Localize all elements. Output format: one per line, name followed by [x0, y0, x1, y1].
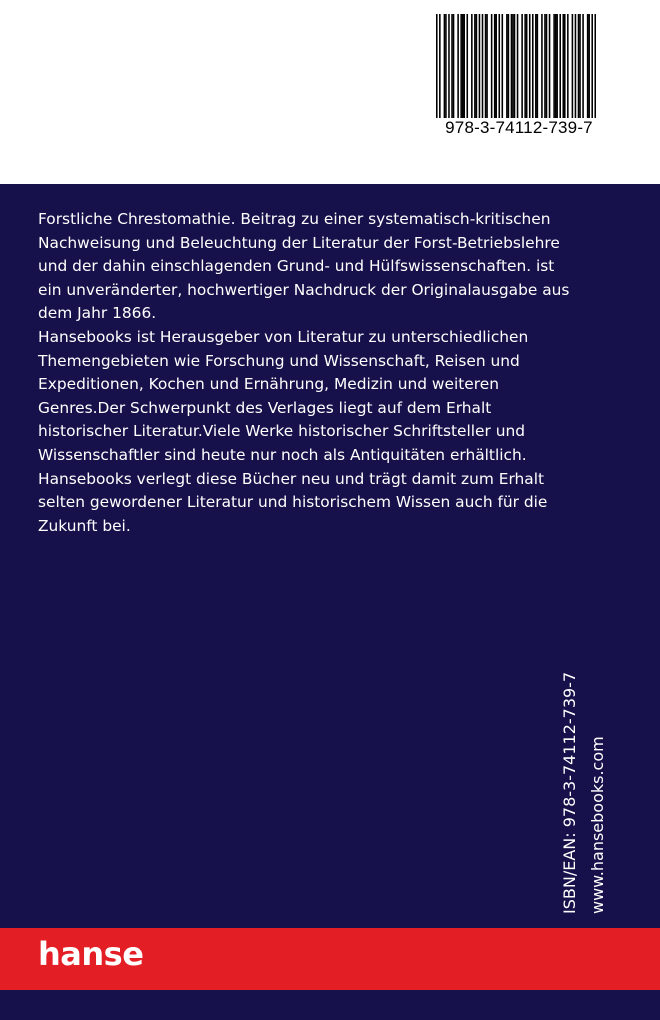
barcode-bar: [463, 14, 465, 118]
barcode-bar: [555, 14, 557, 118]
barcode-bar: [439, 14, 441, 118]
barcode-bar: [556, 14, 558, 118]
barcode-bar: [517, 14, 519, 118]
barcode-bar: [485, 14, 487, 118]
description-line: historischer Literatur.Viele Werke historischer Schriftsteller und: [38, 422, 525, 441]
description-line: Zukunft bei.: [38, 516, 131, 535]
barcode-bar: [471, 14, 473, 118]
barcode-bar: [491, 14, 493, 118]
barcode-bar: [498, 14, 500, 118]
description-line: Hansebooks verlegt diese Bücher neu und trägt damit zum Erhalt: [38, 469, 545, 488]
barcode-bar: [559, 14, 561, 118]
description-line: und der dahin einschlagenden Grund- und Hülfswissenschaften. ist: [38, 257, 555, 276]
publisher-logo-band: [0, 928, 660, 990]
barcode-bar: [553, 14, 555, 118]
barcode-bar: [495, 14, 497, 118]
description-line: ein unveränderter, hochwertiger Nachdruck der Originalausgabe aus: [38, 280, 570, 299]
description-line: Nachweisung und Beleuchtung der Literatur der Forst-Betriebslehre: [38, 233, 560, 252]
barcode-bar: [526, 14, 528, 118]
barcode-bar: [466, 14, 468, 118]
barcode-bar: [451, 14, 453, 118]
barcode-bar: [524, 14, 526, 118]
back-cover-panel: [0, 184, 660, 928]
book-description: [38, 208, 632, 538]
description-line: Themengebieten wie Forschung und Wissenschaft, Reisen und: [38, 351, 520, 370]
barcode-bar: [502, 14, 504, 118]
barcode-bar: [444, 14, 446, 118]
barcode-bar: [521, 14, 523, 118]
barcode-bar: [508, 14, 510, 118]
vertical-isbn-block: [556, 614, 616, 914]
barcode-bar: [537, 14, 539, 118]
barcode-bar: [549, 14, 551, 118]
barcode-bar: [494, 14, 496, 118]
barcode-bar: [529, 14, 531, 118]
top-white-band: [0, 0, 660, 184]
website-text: www.hansebooks.com: [588, 736, 607, 914]
barcode-bar: [453, 14, 455, 118]
description-line: Hansebooks ist Herausgeber von Literatur zu unterschiedlichen: [38, 327, 529, 346]
barcode-bar: [572, 14, 574, 118]
barcode-bar: [579, 14, 581, 118]
barcode-bar: [546, 14, 548, 118]
barcode-bar: [587, 14, 589, 118]
description-line: Wissenschaftler sind heute nur noch als Antiquitäten erhältlich.: [38, 445, 527, 464]
barcode-bar: [512, 14, 514, 118]
barcode-bar: [436, 14, 438, 118]
barcode-bar: [594, 14, 596, 118]
barcode-bar: [460, 14, 462, 118]
barcode-bar: [462, 14, 464, 118]
barcode-bar: [544, 14, 546, 118]
description-line: dem Jahr 1866.: [38, 304, 157, 323]
barcode-image: [436, 14, 596, 118]
isbn-ean-text: ISBN/EAN: 978-3-74112-739-7: [560, 671, 579, 914]
barcode-bar: [457, 14, 459, 118]
description-line: selten gewordener Literatur und historischem Wissen auch für die: [38, 493, 548, 512]
barcode-bar: [511, 14, 513, 118]
barcode-bar: [588, 14, 590, 118]
barcode-bar: [486, 14, 488, 118]
barcode-bar: [582, 14, 584, 118]
description-line: Genres.Der Schwerpunkt des Verlages liegt auf dem Erhalt: [38, 398, 492, 417]
barcode-bar: [578, 14, 580, 118]
barcode-bar: [445, 14, 447, 118]
hanse-logo: hanse: [38, 935, 144, 973]
barcode-bar: [474, 14, 476, 118]
bottom-dark-band: [0, 990, 660, 1020]
description-line: Forstliche Chrestomathie. Beitrag zu einer systematisch-kritischen: [38, 210, 551, 228]
barcode-bar: [562, 14, 564, 118]
barcode-bar: [575, 14, 577, 118]
barcode-bar: [506, 14, 508, 118]
barcode-bar: [479, 14, 481, 118]
barcode-bar: [482, 14, 484, 118]
barcode-area: [430, 8, 608, 154]
barcode-bar: [567, 14, 569, 118]
barcode-bar: [514, 14, 516, 118]
description-line: Expeditionen, Kochen und Ernährung, Medizin und weiteren: [38, 375, 499, 394]
barcode-bar: [476, 14, 478, 118]
barcode-bar: [448, 14, 450, 118]
barcode-bar: [564, 14, 566, 118]
barcode-bar: [532, 14, 534, 118]
barcode-number: 978-3-74112-739-7: [445, 118, 593, 137]
barcode-bar: [541, 14, 543, 118]
barcode-bar: [535, 14, 537, 118]
barcode-bar: [591, 14, 593, 118]
